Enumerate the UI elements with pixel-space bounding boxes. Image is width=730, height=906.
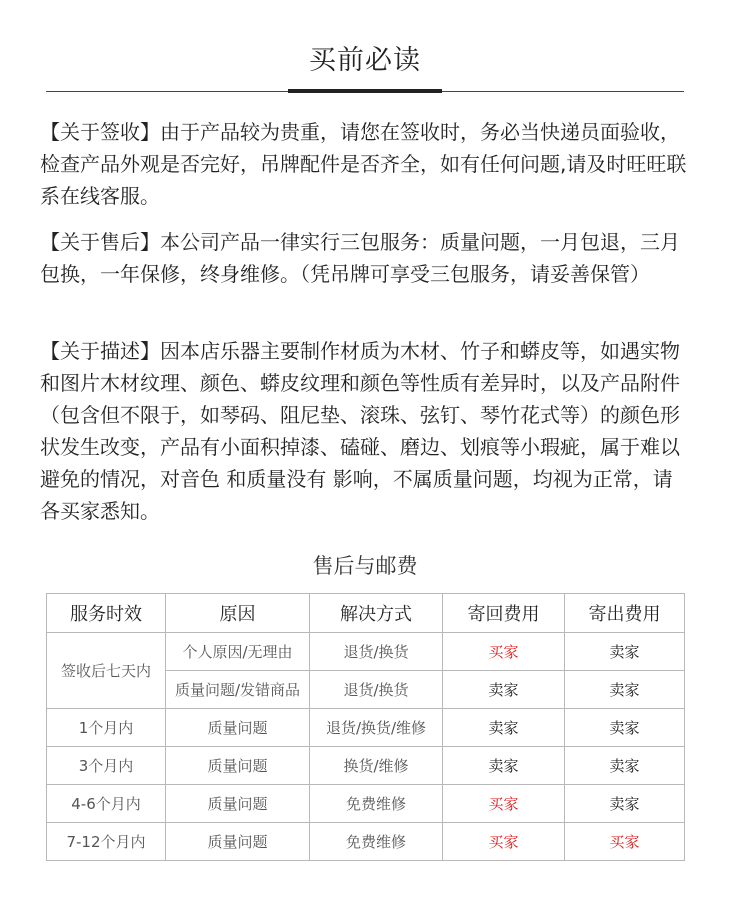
cell-solution: 免费维修 (310, 823, 443, 861)
header-send-fee: 寄出费用 (565, 594, 685, 633)
table-row (47, 709, 685, 747)
cell-return-fee: 卖家 (443, 671, 565, 709)
title-underline (288, 89, 442, 93)
cell-reason: 质量问题 (166, 747, 310, 785)
cell-return-fee: 卖家 (443, 747, 565, 785)
section-subtitle: 售后与邮费 (312, 554, 418, 578)
cell-period: 签收后七天内 (47, 633, 166, 709)
table-row (47, 823, 685, 861)
table-row (47, 785, 685, 823)
cell-reason: 质量问题 (166, 709, 310, 747)
cell-reason: 质量问题 (166, 785, 310, 823)
table-header-row (47, 594, 685, 633)
cell-solution: 免费维修 (310, 785, 443, 823)
cell-solution: 换货/维修 (310, 747, 443, 785)
cell-return-fee: 买家 (443, 785, 565, 823)
cell-reason: 质量问题 (166, 823, 310, 861)
cell-reason: 个人原因/无理由 (166, 633, 310, 671)
cell-solution: 退货/换货 (310, 633, 443, 671)
notice-receipt: 【关于签收】由于产品较为贵重，请您在签收时，务必当快递员面验收，检查产品外观是否完好，吊牌配件是否齐全，如有任何问题,请及时旺旺联系在线客服。 (40, 120, 687, 208)
after-sales-table (46, 593, 685, 861)
cell-send-fee: 卖家 (565, 785, 685, 823)
cell-period: 4-6个月内 (47, 785, 166, 823)
cell-solution: 退货/换货 (310, 671, 443, 709)
page-title: 买前必读 (309, 45, 421, 76)
cell-send-fee: 卖家 (565, 671, 685, 709)
table-row (47, 747, 685, 785)
header-return-fee: 寄回费用 (443, 594, 565, 633)
cell-return-fee: 卖家 (443, 709, 565, 747)
cell-reason: 质量问题/发错商品 (166, 671, 310, 709)
cell-send-fee: 卖家 (565, 633, 685, 671)
notice-description: 【关于描述】因本店乐器主要制作材质为木材、竹子和蟒皮等，如遇实物和图片木材纹理、颜色、蟒皮纹理和颜色等性质有差异时，以及产品附件（包含但不限于，如琴码、阻尼垫、滚珠、弦钉、琴竹花式等）的颜色形状发生改变，产品有小面积掉漆、磕碰、磨边、划痕等小瑕疵，属于难以避免的情况，对音色 和质量没有 影响，不属质量问题，均视为正常，请各买家悉知。 (40, 339, 680, 523)
table-row (47, 633, 685, 671)
header-reason: 原因 (166, 594, 310, 633)
cell-period: 7-12个月内 (47, 823, 166, 861)
cell-return-fee: 买家 (443, 633, 565, 671)
header-solution: 解决方式 (310, 594, 443, 633)
cell-solution: 退货/换货/维修 (310, 709, 443, 747)
cell-period: 3个月内 (47, 747, 166, 785)
cell-send-fee: 卖家 (565, 709, 685, 747)
cell-send-fee: 买家 (565, 823, 685, 861)
header-period: 服务时效 (47, 594, 166, 633)
notice-after-sales: 【关于售后】本公司产品一律实行三包服务：质量问题，一月包退，三月包换，一年保修，终身维修。（凭吊牌可享受三包服务，请妥善保管） (40, 230, 680, 286)
cell-return-fee: 买家 (443, 823, 565, 861)
cell-period: 1个月内 (47, 709, 166, 747)
cell-send-fee: 卖家 (565, 747, 685, 785)
